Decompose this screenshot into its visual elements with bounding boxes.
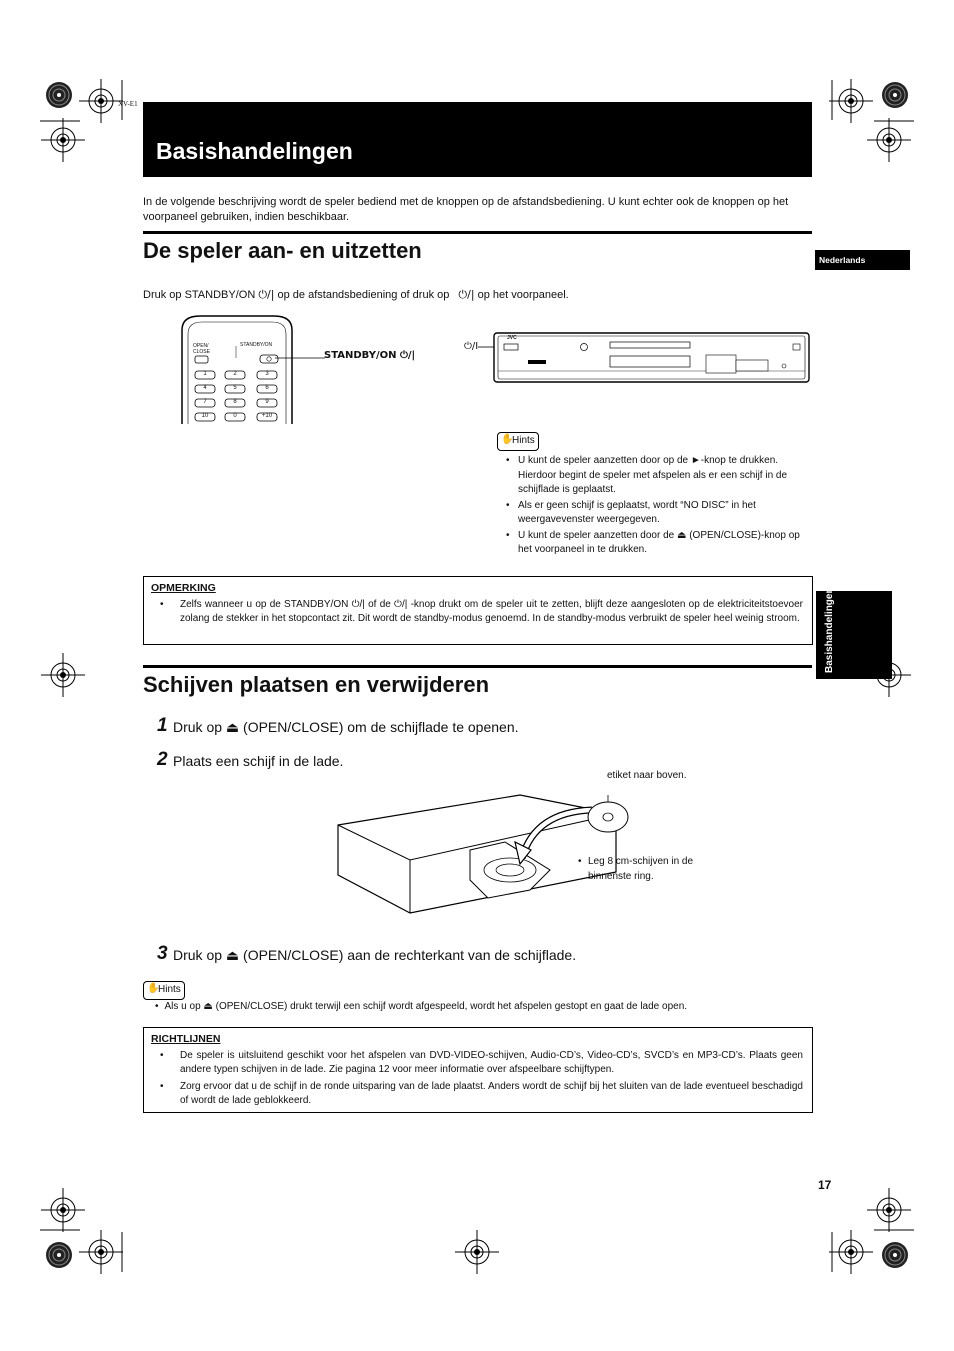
disc-label-caption: etiket naar boven. [607, 770, 687, 781]
key-3[interactable]: 3 [265, 371, 269, 377]
section-tab-label: Basishandelingen [824, 587, 835, 673]
key-6[interactable]: 6 [265, 385, 269, 391]
key-0[interactable]: 0 [233, 413, 237, 419]
language-tab [815, 250, 910, 270]
intro-text: In de volgende beschrijving wordt de speler bediend met de knoppen op de afstandsbediening. U kunt echter ook de knoppen op het voorpaneel gebruiken, indien beschikbaar. [143, 196, 789, 223]
step-text: Druk op ⏏ (OPEN/CLOSE) aan de rechterkant van de schijflade. [173, 947, 577, 963]
section1-rule [143, 231, 812, 234]
panel-brand: JVC [507, 335, 517, 341]
remote-illustration [180, 312, 300, 424]
note-box-title: OPMERKING [151, 582, 216, 594]
page-title: Basishandelingen [156, 138, 353, 164]
hints-list [506, 454, 811, 559]
guideline-item: • De speler is uitsluitend geschikt voor het afspelen van DVD-VIDEO-schijven, Audio-CD’s, Video-CD’s, SVCD’s en MP3-CD’s. Plaats geen andere typen schijven in de lade. Zie pagina 12 voor meer informatie over afspeelbare schijftypen. [151, 1049, 803, 1076]
key-5[interactable]: 5 [233, 385, 237, 391]
hints-badge [143, 981, 185, 1000]
remote-callout-label: STANDBY/ON ⏻/| [324, 350, 416, 361]
instruction-part3: op het voorpaneel. [474, 289, 569, 301]
page-number: 17 [818, 1178, 832, 1192]
key-2[interactable]: 2 [233, 371, 237, 377]
step-number: 1 [157, 715, 168, 736]
guidelines-box-title: RICHTLIJNEN [151, 1033, 221, 1045]
power-icon: ⏻/| [258, 288, 275, 301]
key-8[interactable]: 8 [233, 399, 237, 405]
remote-open-close-label: OPEN/ CLOSE [193, 343, 210, 355]
hint-item: • Als er geen schijf is geplaatst, wordt “NO DISC” in het weergavevenster weergegeven. [506, 499, 811, 528]
section2-hint-text: Als u op ⏏ (OPEN/CLOSE) drukt terwijl een schijf wordt afgespeeld, wordt het afspelen gestopt en gaat de lade open. [164, 1001, 688, 1012]
section2-title: Schijven plaatsen en verwijderen [143, 672, 490, 697]
step-text: Plaats een schijf in de lade. [173, 753, 344, 769]
disc-note: • Leg 8 cm-schijven in de binnenste ring. [578, 855, 718, 884]
note-box-list [151, 598, 803, 629]
key-10[interactable]: 10 [201, 413, 209, 419]
guidelines-box [143, 1027, 813, 1113]
hints-label: Hints [512, 435, 535, 446]
hint-item: • U kunt de speler aanzetten door op de ►-knop te drukken. Hierdoor begint de speler met afspelen als er een schijf in de schijflade is geplaatst. [506, 454, 811, 498]
player-front-panel [478, 330, 812, 386]
step-text: Druk op ⏏ (OPEN/CLOSE) om de schijflade te openen. [173, 719, 519, 735]
key-1[interactable]: 1 [203, 371, 207, 377]
model-label: XV-E1 [118, 100, 138, 108]
hint-hand-icon: ✋ [147, 983, 160, 994]
step-number: 3 [157, 943, 168, 964]
disc-icon [586, 795, 634, 835]
hints-label: Hints [158, 984, 181, 995]
section1-instruction [143, 288, 569, 302]
section-tab [816, 587, 892, 679]
key-plus10[interactable]: +10 [261, 413, 273, 419]
hint-hand-icon: ✋ [501, 434, 514, 445]
disc-note-text: Leg 8 cm-schijven in de binnenste ring. [588, 856, 694, 882]
instruction-part2: op de afstandsbediening of druk op [274, 289, 453, 301]
section1-title: De speler aan- en uitzetten [143, 238, 422, 263]
note-box [143, 576, 813, 645]
language-tab-label: Nederlands [819, 255, 866, 265]
section2-hint: • Als u op ⏏ (OPEN/CLOSE) drukt terwijl een schijf wordt afgespeeld, wordt het afspelen gestopt en gaat de lade open. [155, 1001, 688, 1012]
power-icon: ⏻/| [458, 288, 475, 301]
hints-badge [497, 432, 539, 451]
section2-rule [143, 665, 812, 668]
key-7[interactable]: 7 [203, 399, 207, 405]
panel-callout-label: ⏻/I [464, 341, 479, 352]
guideline-item: • Zorg ervoor dat u de schijf in de ronde uitsparing van de lade plaatst. Anders wordt de schijf bij het sluiten van de lade eventueel beschadigd of wordt de lade geblokkeerd. [151, 1080, 803, 1107]
step-number: 2 [157, 749, 168, 770]
remote-standby-label: STANDBY/ON [240, 342, 273, 348]
note-item: • Zelfs wanneer u op de STANDBY/ON ⏻/| of de ⏻/| -knop drukt om de speler uit te zetten, blijft deze aangesloten op de elektriciteitstoevoer zolang de stekker in het stopcontact zit. Dit wordt de standby-modus genoemd. In de standby-modus verbruikt de speler heel weinig stroom. [151, 598, 803, 625]
guidelines-box-list [151, 1049, 803, 1111]
hint-item: • U kunt de speler aanzetten door de ⏏ (OPEN/CLOSE)-knop op het voorpaneel in te drukken. [506, 529, 811, 558]
key-9[interactable]: 9 [265, 399, 269, 405]
key-4[interactable]: 4 [203, 385, 207, 391]
instruction-part1: Druk op STANDBY/ON [143, 289, 259, 301]
